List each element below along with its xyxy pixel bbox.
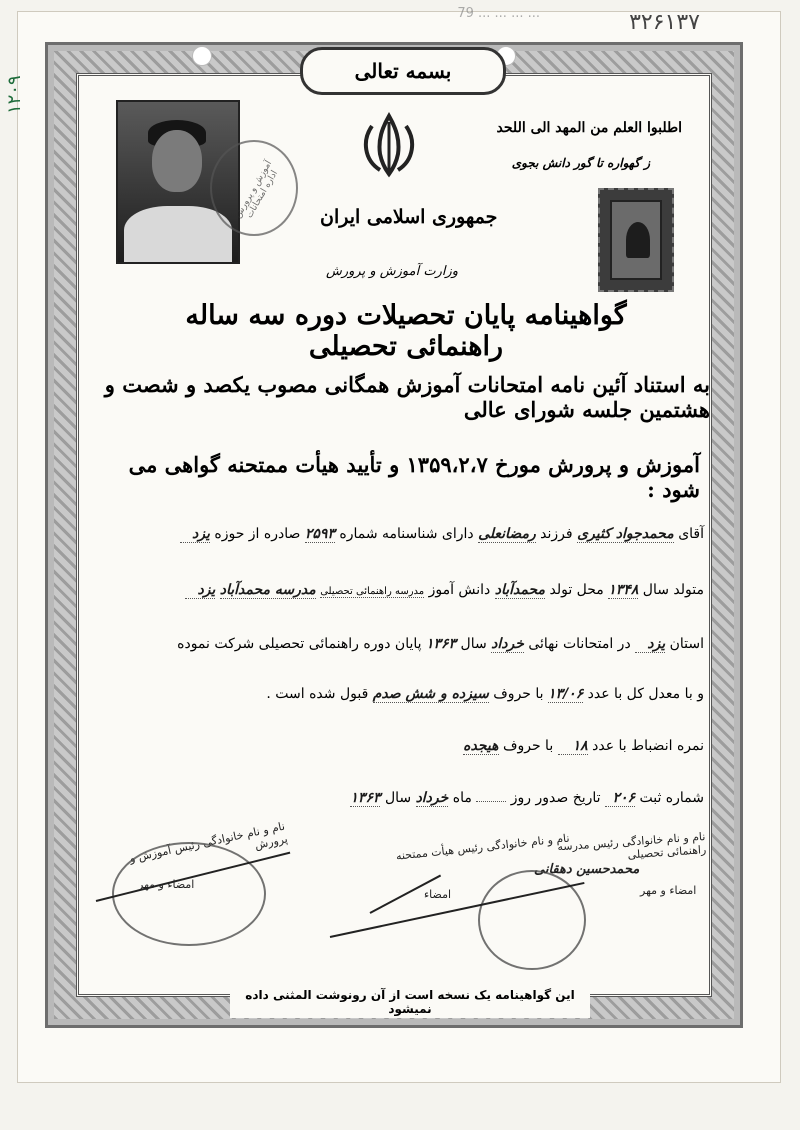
- text-conduct-letters: با حروف: [502, 738, 554, 754]
- punch-hole-left: [192, 46, 212, 66]
- legal-basis: به استناد آئین نامه امتحانات آموزش همگانی مصوب یکصد و شصت و هشتمین جلسه شورای عالی: [104, 372, 710, 422]
- exam-month: خرداد: [491, 636, 524, 652]
- birth-year: ۱۳۴۸: [608, 582, 639, 598]
- student-name: محمدجواد کثیری: [577, 526, 674, 542]
- label-year: سال: [384, 790, 412, 806]
- signature-name-right: محمدحسین دهقانی: [534, 862, 640, 877]
- text-exam: در امتحانات نهائی: [528, 636, 631, 652]
- signature-sign-right: امضاء و مهر: [640, 884, 697, 897]
- field-line-name: [104, 526, 704, 543]
- text-finished: پایان دوره راهنمائی تحصیلی شرکت نموده: [177, 636, 422, 652]
- footer-note: این گواهینامه یک نسخه است از آن رونوشت المثنی داده نمیشود: [230, 986, 590, 1018]
- motto-arabic: اطلبوا العلم من المهد الی اللحد: [496, 120, 682, 136]
- school-city: یزد: [185, 582, 215, 599]
- field-line-exam: [104, 636, 704, 653]
- revenue-stamp: [598, 188, 674, 292]
- label-issue-date: تاریخ صدور روز: [510, 790, 601, 806]
- conduct-number: ۱۸: [558, 738, 588, 755]
- father-name: رمضانعلی: [478, 526, 536, 542]
- seal-left: [112, 842, 266, 946]
- photo-stamp: [210, 140, 298, 236]
- label-student: دانش آموز: [428, 582, 491, 598]
- text-passed: قبول شده است .: [266, 686, 369, 702]
- certificate-title: گواهینامه پایان تحصیلات دوره سه ساله راهنمائی تحصیلی: [185, 300, 627, 362]
- label-mr: آقای: [678, 526, 704, 542]
- average-letters: سیزده و شش صدم: [372, 686, 489, 702]
- label-birth-place: محل تولد: [549, 582, 604, 598]
- signature-label-right: نام و نام خانوادگی رئیس مدرسه راهنمائی تحصیلی: [556, 830, 707, 862]
- field-line-conduct: [104, 738, 704, 755]
- ministry-title: وزارت آموزش و پرورش: [326, 264, 459, 279]
- legal-basis-continued: آموزش و پرورش مورخ ۱۳۵۹،۲،۷ و تأیید هیأت ممتحنه گواهی می شود :: [128, 452, 700, 502]
- iran-emblem-icon: [358, 112, 420, 178]
- text-letters: با حروف: [493, 686, 544, 702]
- label-conduct: نمره انضباط با عدد: [592, 738, 704, 754]
- exam-year: ۱۳۶۳: [425, 636, 457, 652]
- birth-place: محمدآباد: [494, 582, 546, 598]
- signature-label-middle: نام و نام خانوادگی رئیس هیأت ممتحنه: [395, 831, 571, 863]
- issue-month: خرداد: [415, 790, 449, 806]
- school-name: مدرسه محمدآباد: [219, 582, 316, 598]
- label-province: استان: [669, 636, 704, 652]
- signature-sign-left: امضاء و مهر: [138, 878, 195, 891]
- province: یزد: [635, 636, 665, 653]
- signature-label-left: نام و نام خانوادگی رئیس آموزش و پرورش: [128, 819, 289, 866]
- margin-handwriting: ... ... ... ... 79: [457, 6, 540, 21]
- school-type: مدرسه راهنمائی تحصیلی: [320, 586, 425, 597]
- issue-day: [476, 801, 506, 802]
- side-number: ۱۲۰۹: [4, 75, 25, 115]
- signature-sign-middle: امضاء: [424, 888, 452, 901]
- issued-place: یزد: [180, 526, 210, 543]
- registration-number: ۲۰۶: [605, 790, 635, 807]
- label-month: ماه: [452, 790, 472, 806]
- document-number: ۳۲۶۱۳۷: [629, 10, 700, 35]
- label-id: دارای شناسنامه شماره: [339, 526, 474, 542]
- issue-year: ۱۳۶۳: [350, 790, 381, 806]
- average-number: ۱۳/۰۶: [548, 686, 584, 702]
- text-year: سال: [460, 636, 487, 652]
- motto-persian: ز گهواره تا گور دانش بجوی: [511, 156, 650, 170]
- label-issued: صادره از حوزه: [214, 526, 301, 542]
- photo-stamp-text: آموزش و پرورش اداره امتحانات: [233, 159, 280, 221]
- conduct-letters: هیجده: [463, 738, 499, 754]
- label-birth-year: متولد سال: [642, 582, 704, 598]
- field-line-average: [104, 686, 704, 703]
- republic-title: جمهوری اسلامی ایران: [320, 206, 498, 228]
- id-number: ۲۵۹۳: [304, 526, 335, 542]
- label-registration: شماره ثبت: [639, 790, 704, 806]
- invocation-banner: بسمه تعالی: [300, 47, 506, 95]
- field-line-registration: [104, 790, 704, 807]
- label-child-of: فرزند: [540, 526, 573, 542]
- field-line-birth: [104, 582, 704, 599]
- text-average: و با معدل کل با عدد: [587, 686, 704, 702]
